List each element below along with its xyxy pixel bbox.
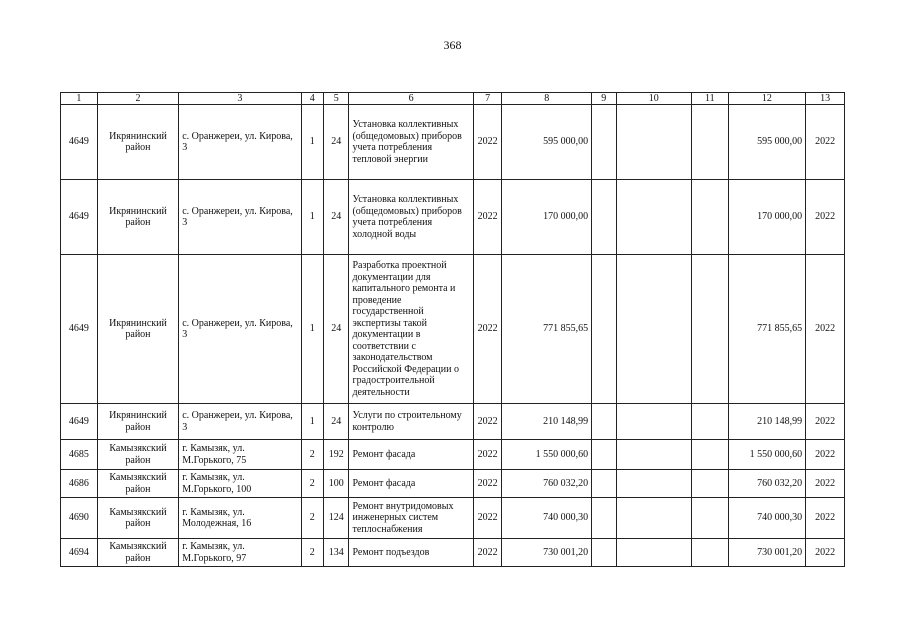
table-row [61, 255, 845, 404]
row-end-year: 2022 [806, 470, 845, 498]
row-id: 4649 [61, 105, 98, 180]
row-end-year: 2022 [806, 539, 845, 567]
row-col4: 2 [301, 470, 323, 498]
row-col9 [592, 498, 616, 539]
row-total: 730 001,20 [728, 539, 805, 567]
header-cell: 6 [349, 93, 473, 105]
table-row [61, 470, 845, 498]
header-cell: 3 [179, 93, 301, 105]
header-cell: 12 [728, 93, 805, 105]
table-row [61, 498, 845, 539]
row-end-year: 2022 [806, 180, 845, 255]
row-district: Камызякский район [97, 440, 179, 470]
row-address: г. Камызяк, ул. М.Горького, 100 [179, 470, 301, 498]
row-col4: 2 [301, 539, 323, 567]
row-end-year: 2022 [806, 255, 845, 404]
row-cost: 595 000,00 [502, 105, 592, 180]
row-col11 [691, 440, 728, 470]
header-cell: 10 [616, 93, 691, 105]
row-col5: 192 [323, 440, 348, 470]
table-row [61, 440, 845, 470]
header-cell: 2 [97, 93, 179, 105]
row-end-year: 2022 [806, 105, 845, 180]
header-cell: 9 [592, 93, 616, 105]
row-col5: 24 [323, 105, 348, 180]
row-address: г. Камызяк, ул. Молодежная, 16 [179, 498, 301, 539]
row-id: 4649 [61, 180, 98, 255]
header-cell: 11 [691, 93, 728, 105]
row-end-year: 2022 [806, 404, 845, 440]
row-cost: 730 001,20 [502, 539, 592, 567]
row-col5: 124 [323, 498, 348, 539]
row-total: 760 032,20 [728, 470, 805, 498]
row-address: с. Оранжереи, ул. Кирова, 3 [179, 105, 301, 180]
row-total: 170 000,00 [728, 180, 805, 255]
row-work: Услуги по строительному контролю [349, 404, 473, 440]
row-year: 2022 [473, 255, 502, 404]
row-id: 4694 [61, 539, 98, 567]
row-col11 [691, 255, 728, 404]
row-year: 2022 [473, 470, 502, 498]
row-district: Икрянинский район [97, 105, 179, 180]
page-number: 368 [443, 38, 462, 52]
row-col10 [616, 404, 691, 440]
row-district: Камызякский район [97, 470, 179, 498]
row-col11 [691, 404, 728, 440]
header-cell: 5 [323, 93, 348, 105]
row-col5: 24 [323, 255, 348, 404]
row-cost: 210 148,99 [502, 404, 592, 440]
row-cost: 760 032,20 [502, 470, 592, 498]
row-work: Ремонт фасада [349, 470, 473, 498]
row-col10 [616, 440, 691, 470]
row-col11 [691, 470, 728, 498]
row-cost: 170 000,00 [502, 180, 592, 255]
row-col5: 100 [323, 470, 348, 498]
row-district: Икрянинский район [97, 180, 179, 255]
row-address: с. Оранжереи, ул. Кирова, 3 [179, 404, 301, 440]
row-work: Разработка проектной документации для капитального ремонта и проведение государственной экспертизы такой документации в соответствии с законодательством Российской Федерации о градостроительной деятельности [349, 255, 473, 404]
row-col9 [592, 105, 616, 180]
row-col9 [592, 255, 616, 404]
header-cell: 1 [61, 93, 98, 105]
header-row [61, 93, 845, 105]
row-col11 [691, 539, 728, 567]
row-id: 4690 [61, 498, 98, 539]
row-col11 [691, 180, 728, 255]
row-col4: 1 [301, 255, 323, 404]
row-id: 4649 [61, 404, 98, 440]
row-year: 2022 [473, 440, 502, 470]
header-cell: 7 [473, 93, 502, 105]
row-col4: 1 [301, 105, 323, 180]
row-id: 4685 [61, 440, 98, 470]
row-year: 2022 [473, 105, 502, 180]
table-row [61, 404, 845, 440]
row-col10 [616, 255, 691, 404]
row-total: 210 148,99 [728, 404, 805, 440]
row-work: Ремонт подъездов [349, 539, 473, 567]
row-col5: 24 [323, 404, 348, 440]
row-total: 1 550 000,60 [728, 440, 805, 470]
row-address: г. Камызяк, ул. М.Горького, 75 [179, 440, 301, 470]
row-address: с. Оранжереи, ул. Кирова, 3 [179, 180, 301, 255]
row-col11 [691, 498, 728, 539]
row-address: г. Камызяк, ул. М.Горького, 97 [179, 539, 301, 567]
row-total: 595 000,00 [728, 105, 805, 180]
row-cost: 740 000,30 [502, 498, 592, 539]
row-cost: 771 855,65 [502, 255, 592, 404]
row-col9 [592, 539, 616, 567]
table-row [61, 105, 845, 180]
row-col10 [616, 105, 691, 180]
header-cell: 13 [806, 93, 845, 105]
row-work: Установка коллективных (общедомовых) приборов учета потребления холодной воды [349, 180, 473, 255]
row-col4: 2 [301, 440, 323, 470]
row-col9 [592, 470, 616, 498]
row-total: 740 000,30 [728, 498, 805, 539]
row-year: 2022 [473, 404, 502, 440]
row-col11 [691, 105, 728, 180]
row-col10 [616, 539, 691, 567]
capital-repair-table [60, 92, 845, 567]
row-col9 [592, 404, 616, 440]
row-cost: 1 550 000,60 [502, 440, 592, 470]
row-col5: 24 [323, 180, 348, 255]
row-district: Камызякский район [97, 498, 179, 539]
row-address: с. Оранжереи, ул. Кирова, 3 [179, 255, 301, 404]
row-total: 771 855,65 [728, 255, 805, 404]
row-year: 2022 [473, 180, 502, 255]
row-col10 [616, 498, 691, 539]
row-work: Ремонт внутридомовых инженерных систем теплоснабжения [349, 498, 473, 539]
row-end-year: 2022 [806, 498, 845, 539]
row-district: Икрянинский район [97, 404, 179, 440]
table-row [61, 180, 845, 255]
row-col5: 134 [323, 539, 348, 567]
header-cell: 4 [301, 93, 323, 105]
row-id: 4649 [61, 255, 98, 404]
row-year: 2022 [473, 539, 502, 567]
row-work: Ремонт фасада [349, 440, 473, 470]
header-cell: 8 [502, 93, 592, 105]
row-work: Установка коллективных (общедомовых) приборов учета потребления тепловой энергии [349, 105, 473, 180]
row-col9 [592, 180, 616, 255]
row-col4: 2 [301, 498, 323, 539]
row-col9 [592, 440, 616, 470]
row-year: 2022 [473, 498, 502, 539]
row-district: Икрянинский район [97, 255, 179, 404]
row-id: 4686 [61, 470, 98, 498]
row-col10 [616, 470, 691, 498]
row-col4: 1 [301, 180, 323, 255]
row-district: Камызякский район [97, 539, 179, 567]
table-row [61, 539, 845, 567]
row-end-year: 2022 [806, 440, 845, 470]
row-col10 [616, 180, 691, 255]
row-col4: 1 [301, 404, 323, 440]
